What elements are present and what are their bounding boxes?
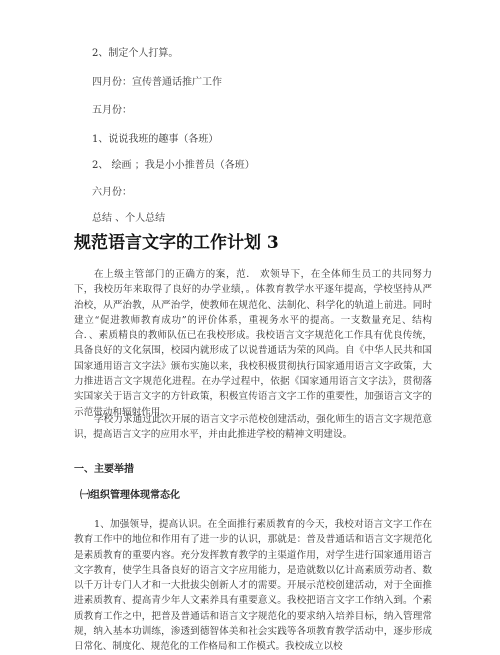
text-line: 五月份：: [92, 105, 132, 116]
text-line: 四月份：宣传普通话推广工作: [92, 77, 222, 88]
paragraph: [74, 267, 432, 420]
paragraph-text: 1、加强领导，提高认识。在全面推行素质教育的今天，我校对语言文字工作在教育工作中的地位和作用有了进一步的认识，那就是：普及普通话和语言文字规范化是素质教育的重要内容。充分发挥教育教学的主渠道作用，对学生进行国家通用语言文字教育，使学生具备良好的语言文字应用能力，是造就数以亿计高素质劳动者、数以千万计专门人才和一大批拔尖创新人才的需要。开展示范校创建活动，对于全面推进素质教育、提高青少年人文素养具有重要意义。我校把语言文字工作纳入到。个素质教育工作之中，把普及普通话和语言文字规范化的要求纳入培养目标，纳入管理常规，纳入基本功训练，渗透到德智体美和社会实践等各项教育教学活动中，逐步形成日常化、制度化、规范化的工作格局和工作模式。我校成立以校: [74, 519, 432, 653]
text-line: 2、制定个人打算。: [92, 48, 179, 59]
text-line: 总结 、个人总结: [92, 213, 166, 224]
document-title: 规范语言文字的工作计划 3: [74, 233, 279, 253]
text-line: 2、 绘画 ；我是小小推普员（各班）: [92, 160, 255, 171]
paragraph-text: 在上级主管部门的正确方的案，范． 欢领导下，在全体师生员工的共同努力下，我校历年来取得了良好的办学业绩，。体教育教学水平逐年提高，学校坚持从严治校，从严治教，从严治学，使教师在规范化、法制化、科学化的轨道上前进。同时建立“促进教师教育成功”的评价体系，重视务水平的提高。一支数量充足、结构合．、素质精良的教师队伍已在我校形成。我校语言文字规范化工作具有优良传统，具备良好的文化氛围，校园内就形成了以说普通话为荣的风尚。自《中华人民共和国国家通用语言文字法》颁布实施以来，我校积极贯彻执行国家通用语言文字政策，大力推进语言文字规范化进程。在办学过程中，依据《国家通用语言文字法》，贯彻落实国家关于语言文字的方针政策，积极宣传语言文字工作的重要性，加强语言文字的示范带动和辐射作用。: [74, 269, 432, 418]
paragraph-text: 学校力求通过此次开展的语言文字示范校创建活动，强化师生的语言文字规范意识，提高语言文字的应用水平，并由此推进学校的精神文明建设。: [74, 414, 432, 441]
text-line: 六月份：: [92, 187, 132, 198]
paragraph: [74, 412, 432, 443]
section-heading: 一、主要举措: [74, 464, 134, 475]
subsection-heading: ㈠组织管理体现常态化: [80, 490, 180, 501]
paragraph: [74, 517, 432, 655]
text-line: 1、说说我班的趣事（各班）: [92, 134, 219, 145]
